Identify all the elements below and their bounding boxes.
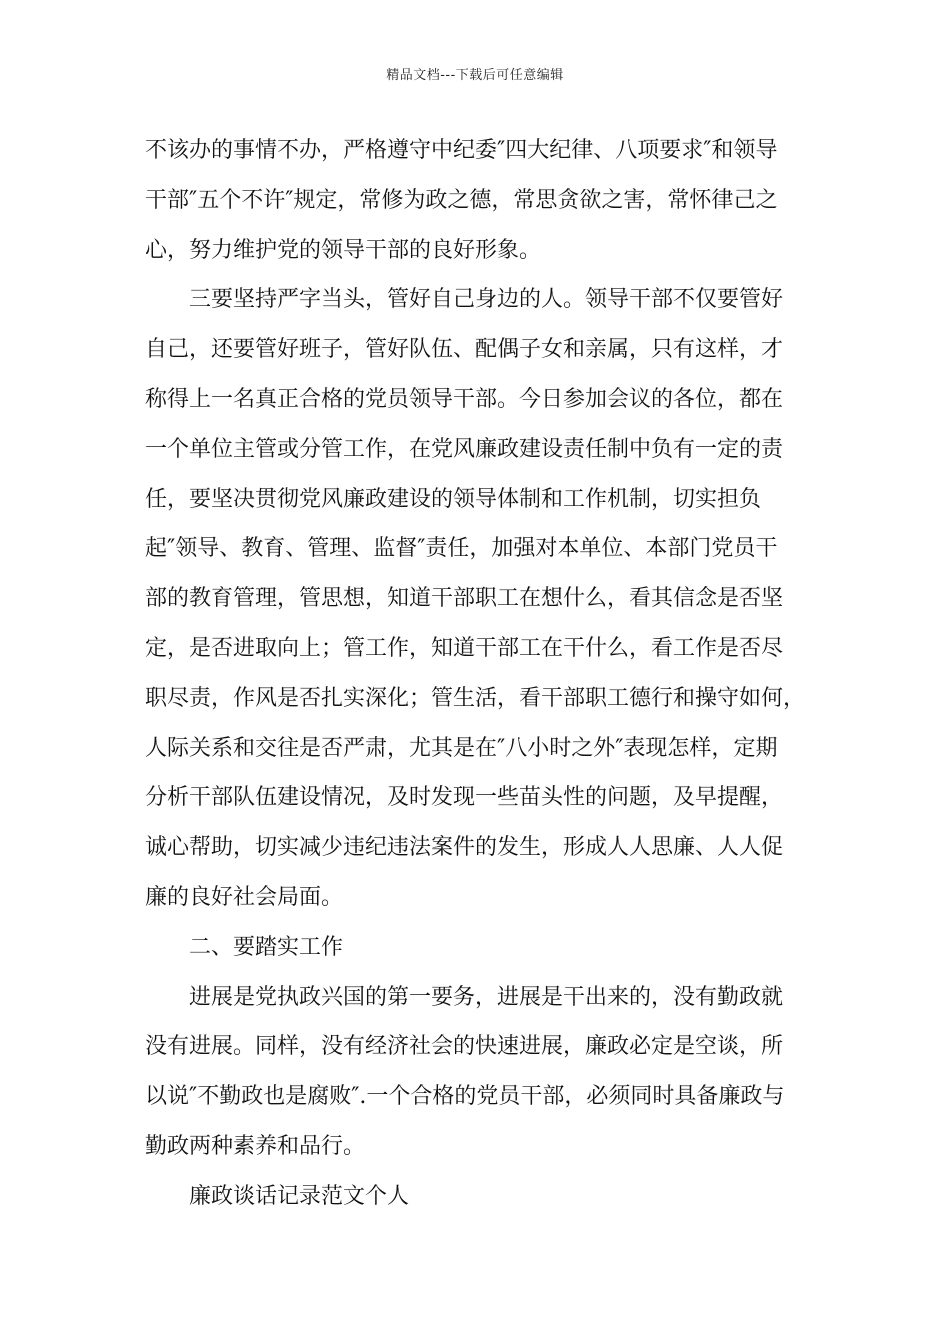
body-line: 任，要坚决贯彻党风廉政建设的领导体制和工作机制，切实担负 xyxy=(145,486,762,512)
body-line: 心，努力维护党的领导干部的良好形象。 xyxy=(145,237,542,263)
body-line: 不该办的事情不办，严格遵守中纪委″四大纪律、八项要求″和领导 xyxy=(145,138,778,163)
body-line: 勤政两种素养和品行。 xyxy=(145,1133,366,1159)
page-header: 精品文档---下载后可任意编辑 xyxy=(386,68,564,83)
section-heading: 二、要踏实工作 xyxy=(189,934,344,960)
document-subtitle: 廉政谈话记录范文个人 xyxy=(189,1183,410,1209)
body-line: 职尽责，作风是否扎实深化；管生活，看干部职工德行和操守如何， xyxy=(145,685,806,711)
document-body xyxy=(145,126,825,1222)
body-line: 干部″五个不许″规定，常修为政之德，常思贪欲之害，常怀律己之 xyxy=(145,187,778,213)
body-line: 定，是否进取向上；管工作，知道干部工在干什么，看工作是否尽 xyxy=(145,635,784,661)
body-line: 诚心帮助，切实减少违纪违法案件的发生，形成人人思廉、人人促 xyxy=(145,835,784,861)
body-line: 部的教育管理，管思想，知道干部职工在想什么，看其信念是否坚 xyxy=(145,586,784,612)
body-line: 自己，还要管好班子，管好队伍、配偶子女和亲属，只有这样，才 xyxy=(145,337,784,363)
body-line: 分析干部队伍建设情况，及时发现一些苗头性的问题，及早提醒， xyxy=(145,785,784,811)
body-line: 一个单位主管或分管工作，在党风廉政建设责任制中负有一定的责 xyxy=(145,436,784,462)
body-line: 以说″不勤政也是腐败″.一个合格的党员干部，必须同时具备廉政与 xyxy=(145,1084,785,1110)
body-line: 进展是党执政兴国的第一要务，进展是干出来的，没有勤政就 xyxy=(189,984,784,1010)
body-line: 没有进展。同样，没有经济社会的快速进展，廉政必定是空谈，所 xyxy=(145,1034,784,1060)
body-line: 人际关系和交往是否严肃，尤其是在″八小时之外″表现怎样，定期 xyxy=(145,735,778,761)
body-line: 三要坚持严字当头，管好自己身边的人。领导干部不仅要管好 xyxy=(189,287,784,313)
body-line: 廉的良好社会局面。 xyxy=(145,884,344,910)
body-line: 起″领导、教育、管理、监督″责任，加强对本单位、本部门党员干 xyxy=(145,536,778,562)
body-line: 称得上一名真正合格的党员领导干部。今日参加会议的各位，都在 xyxy=(145,386,784,412)
